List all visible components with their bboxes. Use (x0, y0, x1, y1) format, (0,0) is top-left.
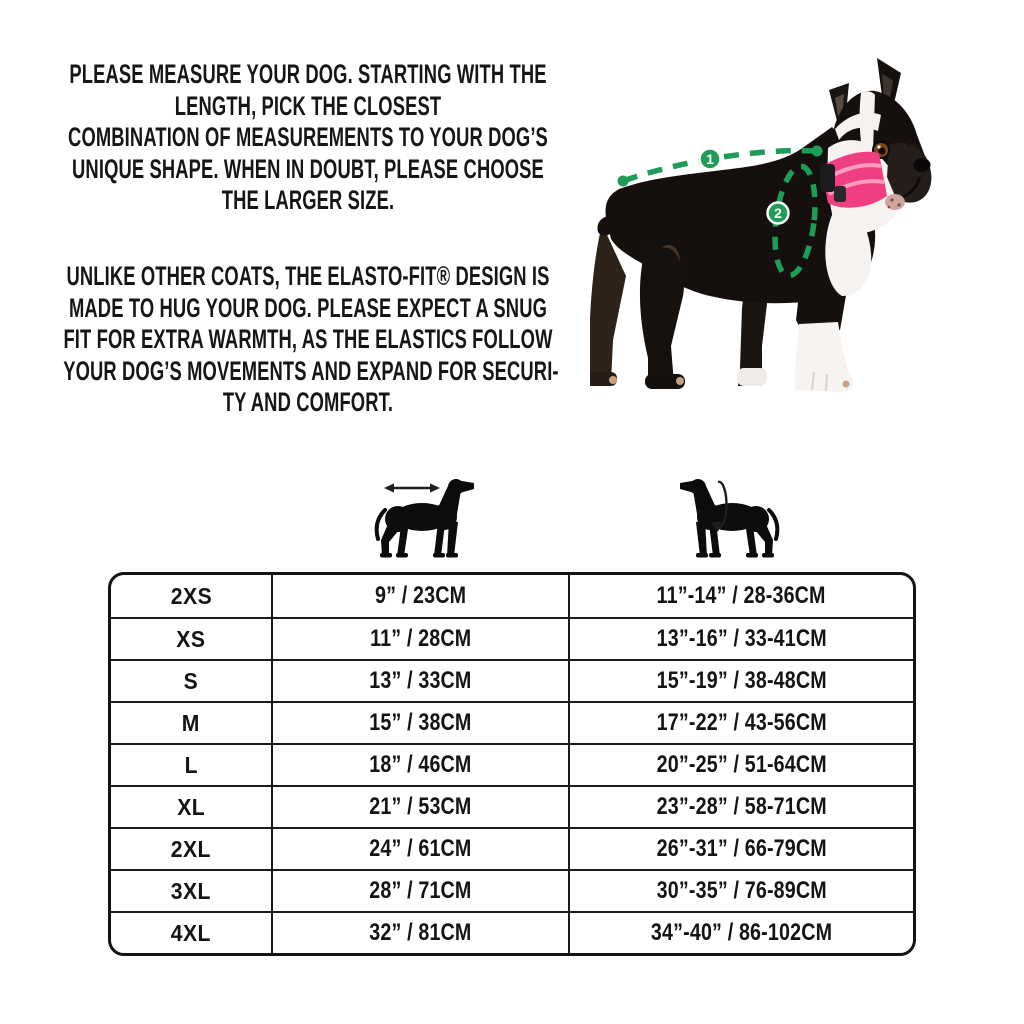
text-line: UNLIKE OTHER COATS, THE ELASTO-FIT® DESIGN IS (66, 261, 550, 291)
length-value: 24” / 61CM (369, 835, 472, 862)
size-value: 2XL (171, 835, 212, 862)
girth-value: 15”-19” / 38-48CM (656, 667, 827, 694)
girth-cell (568, 743, 913, 785)
girth-value: 11”-14” / 28-36CM (657, 582, 827, 609)
length-cell (271, 743, 568, 785)
text-line: COMBINATION OF MEASUREMENTS TO YOUR DOG’S (68, 122, 548, 152)
column-header-icons (360, 466, 790, 562)
girth-cell (568, 659, 913, 701)
dog-near-hind-leg (640, 246, 684, 384)
size-cell (111, 743, 271, 785)
text-line: MADE TO HUG YOUR DOG. PLEASE EXPECT A SNUG (68, 292, 548, 323)
girth-cell (568, 827, 913, 869)
size-cell (111, 785, 271, 827)
girth-value: 20”-25” / 51-64CM (656, 751, 827, 778)
girth-value: 13”-16” / 33-41CM (656, 625, 827, 652)
size-value: 4XL (171, 919, 212, 946)
length-value: 11” / 28CM (370, 625, 472, 652)
dog-measurement-photo (590, 28, 1010, 430)
text-line: PLEASE MEASURE YOUR DOG. STARTING WITH THE (69, 59, 547, 89)
size-value: M (182, 709, 201, 736)
size-chart-table (108, 572, 916, 956)
girth-cell (568, 785, 913, 827)
size-value: XS (176, 625, 206, 652)
svg-text:1: 1 (706, 151, 714, 167)
size-value: L (184, 751, 198, 778)
size-cell (111, 659, 271, 701)
girth-value: 23”-28” / 58-71CM (656, 793, 827, 820)
girth-value: 34”-40” / 86-102CM (650, 919, 833, 946)
length-cell (271, 701, 568, 743)
length-cell (271, 617, 568, 659)
length-cell (271, 869, 568, 911)
size-value: S (183, 667, 199, 694)
measuring-instructions-paragraph (63, 59, 553, 217)
length-cell (271, 659, 568, 701)
girth-cell (568, 617, 913, 659)
text-line: YOUR DOG’S MOVEMENTS AND EXPAND FOR SECURI- (63, 355, 559, 386)
text-line: UNIQUE SHAPE. WHEN IN DOUBT, PLEASE CHOOSE (72, 153, 544, 184)
length-arrow-icon (384, 484, 440, 493)
size-cell (111, 911, 271, 953)
size-value: 3XL (171, 877, 212, 904)
size-value: 2XS (170, 582, 212, 609)
girth-cell (568, 911, 913, 953)
length-value: 21” / 53CM (369, 793, 472, 820)
size-cell (111, 869, 271, 911)
text-line: THE LARGER SIZE. (221, 185, 395, 215)
length-value: 18” / 46CM (369, 751, 472, 778)
length-cell (271, 575, 568, 617)
length-value: 32” / 81CM (369, 919, 472, 946)
back-length-dog-icon (377, 479, 474, 558)
size-value: XL (177, 793, 206, 820)
measurement-1-badge (700, 149, 721, 170)
length-cell (271, 827, 568, 869)
girth-value: 26”-31” / 66-79CM (656, 835, 827, 862)
text-line: LENGTH, PICK THE CLOSEST (174, 90, 442, 121)
size-cell (111, 575, 271, 617)
size-cell (111, 827, 271, 869)
text-line: TY AND COMFORT. (222, 387, 394, 417)
text-line: FIT FOR EXTRA WARMTH, AS THE ELASTICS FOLLOW (63, 324, 553, 354)
length-value: 9” / 23CM (375, 582, 467, 609)
length-cell (271, 785, 568, 827)
size-cell (111, 617, 271, 659)
length-cell (271, 911, 568, 953)
length-value: 15” / 38CM (369, 709, 472, 736)
svg-text:2: 2 (774, 205, 782, 221)
size-cell (111, 701, 271, 743)
girth-cell (568, 575, 913, 617)
length-value: 13” / 33CM (369, 667, 472, 694)
length-value: 28” / 71CM (369, 877, 472, 904)
girth-dog-icon (680, 479, 777, 558)
girth-value: 17”-22” / 43-56CM (656, 709, 827, 736)
elasto-fit-instructions-paragraph (63, 261, 559, 419)
girth-cell (568, 701, 913, 743)
girth-cell (568, 869, 913, 911)
girth-value: 30”-35” / 76-89CM (656, 877, 827, 904)
measurement-2-badge (768, 203, 789, 224)
